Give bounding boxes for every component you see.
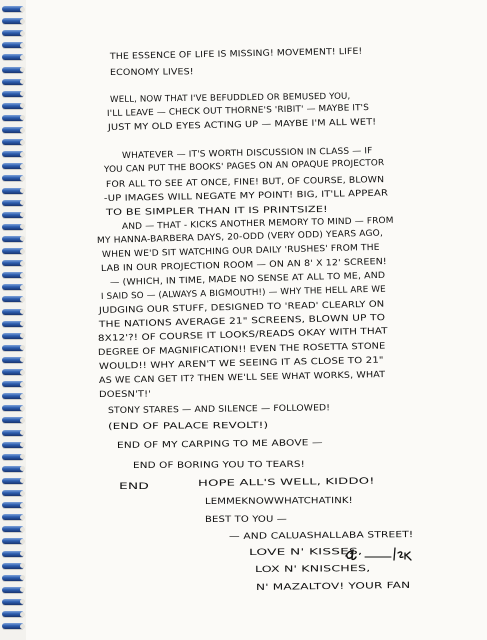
letter-line: I'LL LEAVE — CHECK OUT THORNE'S 'RIBIT' — MAYBE IT'S [106, 103, 370, 119]
letter-line: LEMMEKNOWWHATCHATINK! [204, 495, 353, 507]
letter-line: WHATEVER — IT'S WORTH DISCUSSION IN CLASS — IF [121, 146, 373, 161]
letter-line: END OF BORING YOU TO TEARS! [132, 459, 305, 471]
letter-line: AND — THAT - KICKS ANOTHER MEMORY TO MIND — FROM [121, 215, 394, 232]
letter-line: N' MAZALTOV! YOUR FAN [255, 580, 411, 593]
letter-line: LOVE N' KISSES, [248, 547, 363, 558]
letter-line: (END OF PALACE REVOLT!) [107, 420, 269, 432]
letter-line: TO BE SIMPLER THAN IT IS PRINTSIZE! [105, 204, 328, 218]
letter-line: END [119, 482, 150, 492]
letter-line: LAB IN OUR PROJECTION ROOM — ON AN 8' X 12' SCREEN! [100, 257, 387, 274]
letter-line: WOULD!! WHY AREN'T WE SEEING IT AS CLOSE TO 21" [98, 355, 384, 372]
letter-line: DOESN'T!' [98, 389, 152, 400]
letter-line: THE ESSENCE OF LIFE IS MISSING! MOVEMENT! LIFE! [109, 46, 363, 62]
letter-line: THE NATIONS AVERAGE 21" SCREENS, BLOWN UP TO [98, 313, 386, 330]
letter-line: — (WHICH, IN TIME, MADE NO SENSE AT ALL TO ME, AND [109, 270, 386, 288]
letter-line: I SAID SO — (ALWAYS A BIGMOUTH!) — WHY THE HELL ARE WE [100, 284, 386, 302]
letter-line: ECONOMY LIVES! [109, 67, 194, 78]
letter-line: STONY STARES — AND SILENCE — FOLLOWED! [107, 403, 331, 416]
letter-line: — AND CALUASHALLABA STREET! [228, 530, 414, 542]
letter-line: AS WE CAN GET IT? THEN WE'LL SEE WHAT WORKS, WHAT [98, 370, 386, 386]
letter-line: 8X12'?! OF COURSE IT LOOKS/READS OKAY WITH THAT [97, 326, 388, 344]
letter-line: FOR ALL TO SEE AT ONCE, FINE! BUT, OF COURSE, BLOWN [105, 175, 385, 190]
letter-line: JUDGING OUR STUFF, DESIGNED TO 'READ' CLEARLY ON [98, 299, 385, 316]
letter-line: BEST TO YOU — [204, 514, 287, 525]
letter-line: MY HANNA-BARBERA DAYS, 20-ODD (VERY ODD) YEARS AGO, [96, 228, 384, 246]
letter-line: END OF MY CARPING TO ME ABOVE — [116, 438, 323, 451]
handwritten-signature [343, 544, 415, 564]
letter-line: LOX N' KNISCHES, [254, 563, 371, 575]
letter-line: WHEN WE'D SIT WATCHING OUR DAILY 'RUSHES' FROM THE [101, 242, 380, 260]
letter-line: DEGREE OF MAGNIFICATION!! EVEN THE ROSETTA STONE [97, 341, 386, 358]
letter-line: YOU CAN PUT THE BOOKS' PAGES ON AN OPAQUE PROJECTOR [103, 158, 385, 175]
letter-line: JUST MY OLD EYES ACTING UP — MAYBE I'M ALL WET! [107, 117, 377, 133]
letter-line: WELL, NOW THAT I'VE BEFUDDLED OR BEMUSED YOU, [109, 91, 351, 105]
letter-line: -UP IMAGES WILL NEGATE MY POINT! BIG, IT'LL APPEAR [103, 188, 389, 204]
letter-line: HOPE ALL'S WELL, KIDDO! [197, 476, 375, 489]
